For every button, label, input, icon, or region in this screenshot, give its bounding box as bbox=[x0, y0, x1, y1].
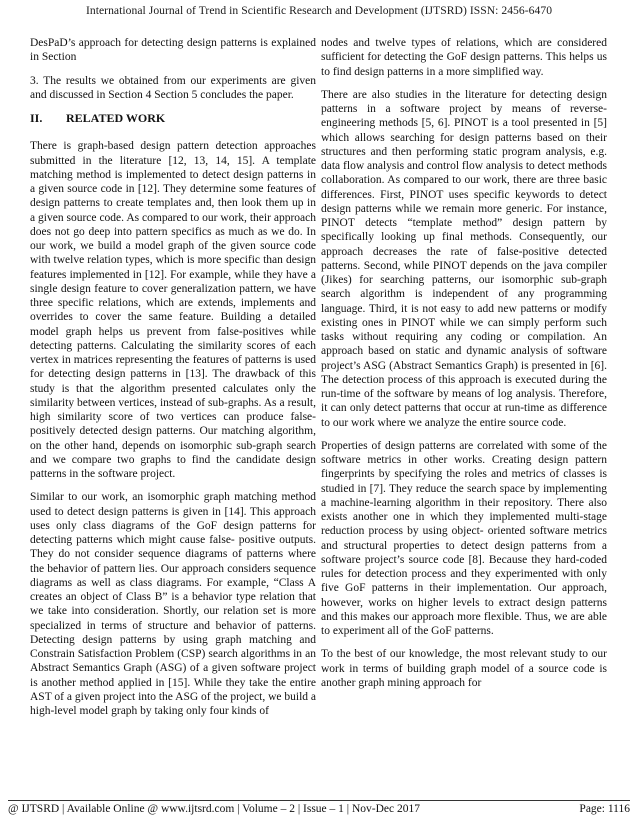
paragraph: There is graph-based design pattern detection approaches submitted in the literature [12, 13, 14, 15]. A template matching method is implemented to detect design patterns in a given source code in [12]. They determine some features of design patterns to create templates and, then look them up in a given source code. As compared to our work, their approach does not go deep into pattern specifics as much as we do. In our work, we build a model graph of the given source code with twelve relation types, which is more specific than design features implemented in [12]. For example, while they have a single design feature to cover generalization pattern, we have three specific relations, which are extends, implements and overrides to cover the same feature. Building a detailed model graph helps us prevent from false-positives while detecting patterns. Calculating the similarity scores of each vertex in matrices representing the features of patterns is used for detecting design patterns in [13]. The drawback of this study is that the algorithm presented calculates only the similarity between vertices, instead of sub-graphs. As a result, high similarity score of two vertices can produce false-positively detected design patterns. Our matching algorithm, on the other hand, depends on isomorphic sub-graph search and we compare two graphs to find the candidate design patterns in the software project. bbox=[30, 140, 316, 480]
journal-header: International Journal of Trend in Scientific Research and Development (IJTSRD) ISSN: 2456-6470 bbox=[85, 4, 553, 17]
left-column bbox=[30, 36, 316, 727]
paragraph: DesPaD’s approach for detecting design patterns is explained in Section bbox=[30, 37, 316, 64]
paragraph: Properties of design patterns are correlated with some of the software metrics in other works. Creating design pattern fingerprints by specifying the roles and metrics of classes is studied in [7]. They reduce the search space by implementing a machine-learning algorithm in their repository. There also exists another one in which they implemented multi-stage reduction process by using object- oriented software metrics and structural properties to detect design patterns from a software project’s source code [8]. Because they hard-coded rules for detection process and they experimented with only five GoF patterns in their implementation. Our approach, however, works on higher levels to extract design patterns and this makes our approach more flexible. Thus, we are able to experiment all of the GoF patterns. bbox=[321, 439, 607, 637]
page-footer bbox=[8, 800, 630, 815]
paragraph: nodes and twelve types of relations, which are considered sufficient for detecting the GoF design patterns. This helps us to find design patterns in a more simplified way. bbox=[321, 37, 607, 78]
section-number: II. bbox=[30, 111, 43, 125]
footer-info: @ IJTSRD | Available Online @ www.ijtsrd.com | Volume – 2 | Issue – 1 | Nov-Dec 2017 bbox=[8, 803, 420, 815]
right-column bbox=[321, 36, 607, 699]
paragraph: 3. The results we obtained from our experiments are given and discussed in Section 4 Section 5 concludes the paper. bbox=[30, 74, 316, 101]
section-heading bbox=[30, 111, 316, 125]
page-number: Page: 1116 bbox=[579, 803, 630, 815]
paragraph: There are also studies in the literature for detecting design patterns in a software project by means of reverse- engineering methods [5, 6]. PINOT is a tool presented in [5] which allows searching for design patterns based on their structures and then performing static program analysis, e.g. data flow analysis and control flow analysis to detect methods collaboration. As compared to our work, there are three basic differences. First, PINOT uses specific keywords to detect design patterns while we remain more generic. For instance, PINOT detects “template method” design pattern by specifically looking up final methods. Consequently, our approach decreases the rate of false-positive detected patterns. Second, while PINOT depends on the java compiler (Jikes) for searching patterns, our isomorphic sub-graph search algorithm is independent of any programming language. Third, it is not easy to add new patterns or modify existing ones in PINOT while we can simply perform such tasks without requiring any coding or compilation. An approach based on static and dynamic analysis of software project’s ASG (Abstract Semantics Graph) is presented in [6]. The detection process of this approach is executed during the run-time of the software by means of log analysis. Therefore, it can only detect patterns that occur at run-time as difference to our work where we analyze the entire source code. bbox=[321, 88, 607, 429]
section-title: RELATED WORK bbox=[66, 111, 166, 125]
paragraph: Similar to our work, an isomorphic graph matching method used to detect design patterns is given in [14]. This approach uses only class diagrams of the GoF design patterns for detecting patterns which might cause false- positive outputs. They do not consider sequence diagrams of patterns where the behavior of pattern lies. Our approach considers sequence diagrams as well as class diagrams. For example, “Class A creates an object of Class B” is a behavior type relation that we take into consideration. Shortly, our relation set is more specialized in terms of structure and behavior of patterns. Detecting design patterns by using graph matching and Constrain Satisfaction Problem (CSP) search algorithms in an Abstract Semantics Graph (ASG) of a given software project is another method applied in [15]. While they take the entire AST of a given project into the ASG of the project, we build a high-level model graph by taking only four kinds of bbox=[30, 491, 316, 717]
paragraph: To the best of our knowledge, the most relevant study to our work in terms of building graph model of a source code is another graph mining approach for bbox=[321, 648, 607, 689]
